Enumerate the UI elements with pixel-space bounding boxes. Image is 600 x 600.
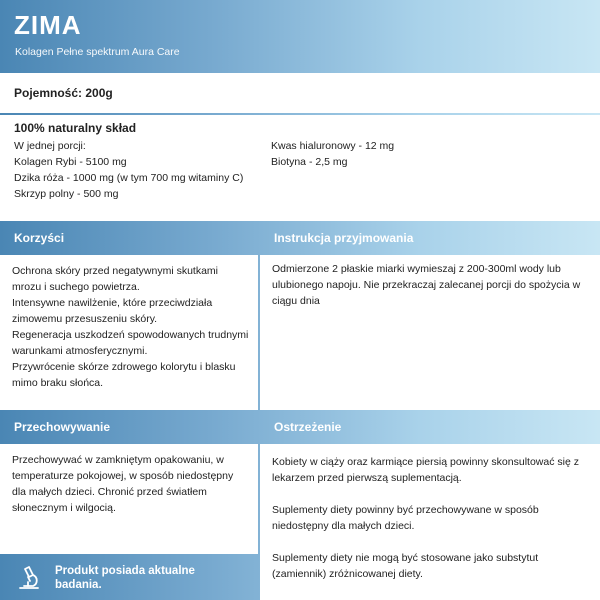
instructions-text: Odmierzone 2 płaskie miarki wymieszaj z 200-300ml wody lub ulubionego napoju. Nie przekraczaj zalecanej porcji do spożycia w ciągu dnia [272, 263, 581, 307]
benefits-box [0, 255, 258, 410]
composition-line: Biotyna - 2,5 mg [271, 156, 348, 168]
composition-left-column [14, 138, 243, 202]
composition-line: Skrzyp polny - 500 mg [14, 188, 119, 200]
storage-header [0, 412, 258, 442]
benefit-item: Ochrona skóry przed negatywnymi skutkami mrozu i suchego powietrza. [12, 265, 218, 293]
instructions-box [260, 255, 600, 410]
composition-line: Dzika róża - 1000 mg (w tym 700 mg witaminy C) [14, 172, 244, 184]
header [0, 0, 600, 72]
storage-text: Przechowywać w zamkniętym opakowaniu, w temperaturze pokojowej, w sposób niedostępny dla małych dzieci. Chronić przed światłem słonecznym i wilgocią. [12, 454, 234, 514]
warning-item: Suplementy diety powinny być przechowywane w sposób niedostępny dla małych dzieci. [272, 504, 539, 532]
composition-line: Kolagen Rybi - 5100 mg [14, 156, 127, 168]
benefit-item: Intensywne nawilżenie, które przeciwdziała zimowemu przesuszeniu skóry. [12, 297, 213, 325]
warning-item: Suplementy diety nie mogą być stosowane jako substytut (zamiennik) zróżnicowanej diety. [272, 552, 539, 580]
composition-panel [0, 115, 600, 221]
warning-header [260, 412, 600, 442]
product-title: ZIMA [14, 10, 82, 40]
instructions-title: Instrukcja przyjmowania [274, 231, 414, 245]
benefit-item: Przywrócenie skórze zdrowego kolorytu i blasku mimo braku słońca. [12, 361, 236, 389]
storage-title: Przechowywanie [14, 420, 111, 434]
capacity-label: Pojemność: 200g [14, 86, 113, 100]
footer-text: Produkt posiada aktualne badania. [55, 565, 195, 591]
composition-right-column [271, 138, 394, 170]
benefit-item: Regeneracja uszkodzeń spowodowanych trudnymi warunkami atmosferycznymi. [12, 329, 249, 357]
benefits-title: Korzyści [14, 231, 65, 245]
benefits-header [0, 223, 258, 253]
capacity-panel [0, 73, 600, 113]
composition-heading: 100% naturalny skład [14, 121, 137, 135]
composition-line: W jednej porcji: [14, 140, 86, 152]
instructions-header [260, 223, 600, 253]
warning-title: Ostrzeżenie [274, 420, 342, 434]
microscope-icon [16, 566, 42, 590]
footer [0, 556, 250, 600]
composition-line: Kwas hialuronowy - 12 mg [271, 140, 395, 152]
product-subtitle: Kolagen Pełne spektrum Aura Care [15, 46, 180, 58]
warning-item: Kobiety w ciąży oraz karmiące piersią powinny skonsultować się z lekarzem przed pierwszą suplementacją. [272, 456, 579, 484]
warning-box [260, 444, 600, 600]
storage-box [0, 444, 258, 554]
